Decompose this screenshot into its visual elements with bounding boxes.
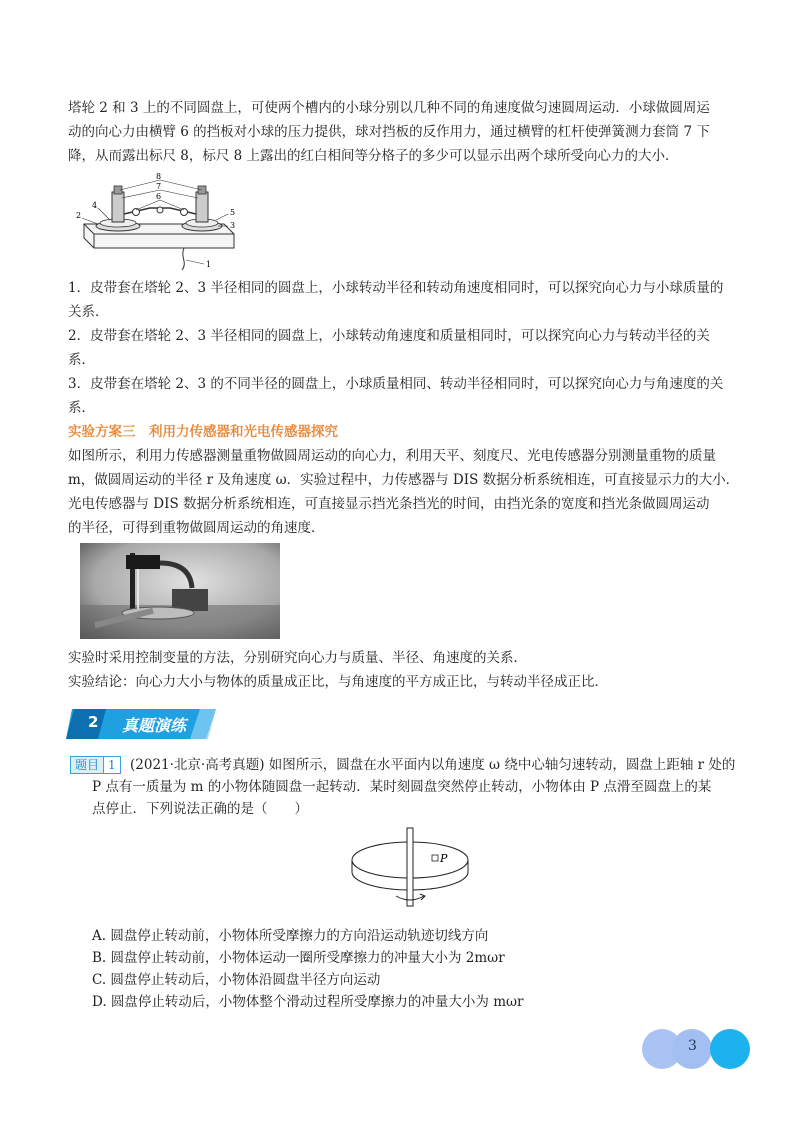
rotating-disc-figure	[348, 822, 472, 914]
list-item: 关系．	[68, 304, 109, 320]
section-title: 真题演练	[122, 716, 187, 735]
question-line: (2021·北京·高考真题) 如图所示，圆盘在水平面内以角速度 ω 绕中心轴匀速转动，圆盘上距轴 r 处的	[130, 757, 736, 773]
option-b[interactable]: B. 圆盘停止转动前，小物体运动一圈所受摩擦力的冲量大小为 2mωr	[92, 950, 505, 966]
intro-line: 动的向心力由横臂 6 的挡板对小球的压力提供，球对挡板的反作用力，通过横臂的杠杆使弹簧测力套筒 7 下	[68, 124, 710, 140]
list-item: 2．皮带套在塔轮 2、3 半径相同的圆盘上，小球转动角速度和质量相同时，可以探究向心力与转动半径的关	[68, 328, 710, 344]
figure-label: 2	[76, 211, 82, 220]
setup-list	[68, 276, 732, 420]
list-item: 1．皮带套在塔轮 2、3 半径相同的圆盘上，小球转动半径和转动角速度相同时，可以探究向心力与小球质量的	[68, 280, 724, 296]
intro-line: 降，从而露出标尺 8，标尺 8 上露出的红白相间等分格子的多少可以显示出两个球所受向心力的大小．	[68, 148, 679, 164]
answer-options	[92, 925, 523, 1013]
intro-line: 塔轮 2 和 3 上的不同圆盘上，可使两个槽内的小球分别以几种不同的角速度做匀速圆周运动．小球做圆周运	[68, 100, 710, 116]
page-number: 3	[688, 1038, 697, 1054]
point-p-label: P	[440, 852, 448, 865]
option-a[interactable]: A. 圆盘停止转动前，小物体所受摩擦力的方向沿运动轨迹切线方向	[92, 928, 489, 944]
list-item: 3．皮带套在塔轮 2、3 的不同半径的圆盘上，小球质量相同、转动半径相同时，可以探究向心力与角速度的关	[68, 376, 724, 392]
scheme3-line: 光电传感器与 DIS 数据分析系统相连，可直接显示挡光条挡光的时间，由挡光条的宽度和挡光条做圆周运动	[68, 496, 710, 512]
figure-label: 3	[230, 221, 236, 230]
question-line: 点停止．下列说法正确的是（ ）	[92, 801, 308, 817]
section-number: 2	[88, 713, 99, 731]
conclusion-paragraph	[68, 646, 732, 694]
page-circle-dark	[710, 1029, 750, 1069]
question-number: 1	[104, 756, 121, 774]
conclusion-line: 实验结论：向心力大小与物体的质量成正比，与角速度的平方成正比，与转动半径成正比．	[68, 674, 608, 690]
figure-label: 5	[230, 208, 236, 217]
question-line: P 点有一质量为 m 的小物体随圆盘一起转动．某时刻圆盘突然停止转动，小物体由 P 点滑至圆盘上的某	[92, 779, 712, 795]
figure-label: 1	[206, 260, 212, 269]
figure-label: 6	[156, 192, 162, 201]
intro-paragraph	[68, 96, 732, 168]
scheme3-paragraph	[68, 444, 740, 540]
figure-label: 7	[156, 182, 162, 191]
scheme3-line: 的半径，可得到重物做圆周运动的角速度．	[68, 520, 325, 536]
question-stem-first	[130, 754, 734, 776]
question-tag: 题目	[70, 756, 104, 774]
list-item: 系．	[68, 400, 95, 416]
scheme3-line: 如图所示，利用力传感器测量重物做圆周运动的向心力，利用天平、刻度尺、光电传感器分别测量重物的质量	[68, 448, 716, 464]
option-d[interactable]: D. 圆盘停止转动后，小物体整个滑动过程所受摩擦力的冲量大小为 mωr	[92, 994, 524, 1010]
question-stem-rest	[92, 776, 732, 820]
scheme3-heading: 实验方案三 利用力传感器和光电传感器探究	[68, 424, 338, 440]
option-c[interactable]: C. 圆盘停止转动后，小物体沿圆盘半径方向运动	[92, 972, 381, 988]
conclusion-line: 实验时采用控制变量的方法，分别研究向心力与质量、半径、角速度的关系．	[68, 650, 527, 666]
figure-label: 4	[92, 201, 98, 210]
question-label	[70, 756, 121, 774]
list-item: 系．	[68, 352, 95, 368]
scheme3-line: m，做圆周运动的半径 r 及角速度 ω．实验过程中，力传感器与 DIS 数据分析系统相连，可直接显示力的大小．	[68, 472, 740, 488]
figure-label: 8	[156, 172, 162, 181]
centripetal-apparatus-figure	[74, 168, 244, 272]
sensor-apparatus-photo	[80, 543, 280, 639]
